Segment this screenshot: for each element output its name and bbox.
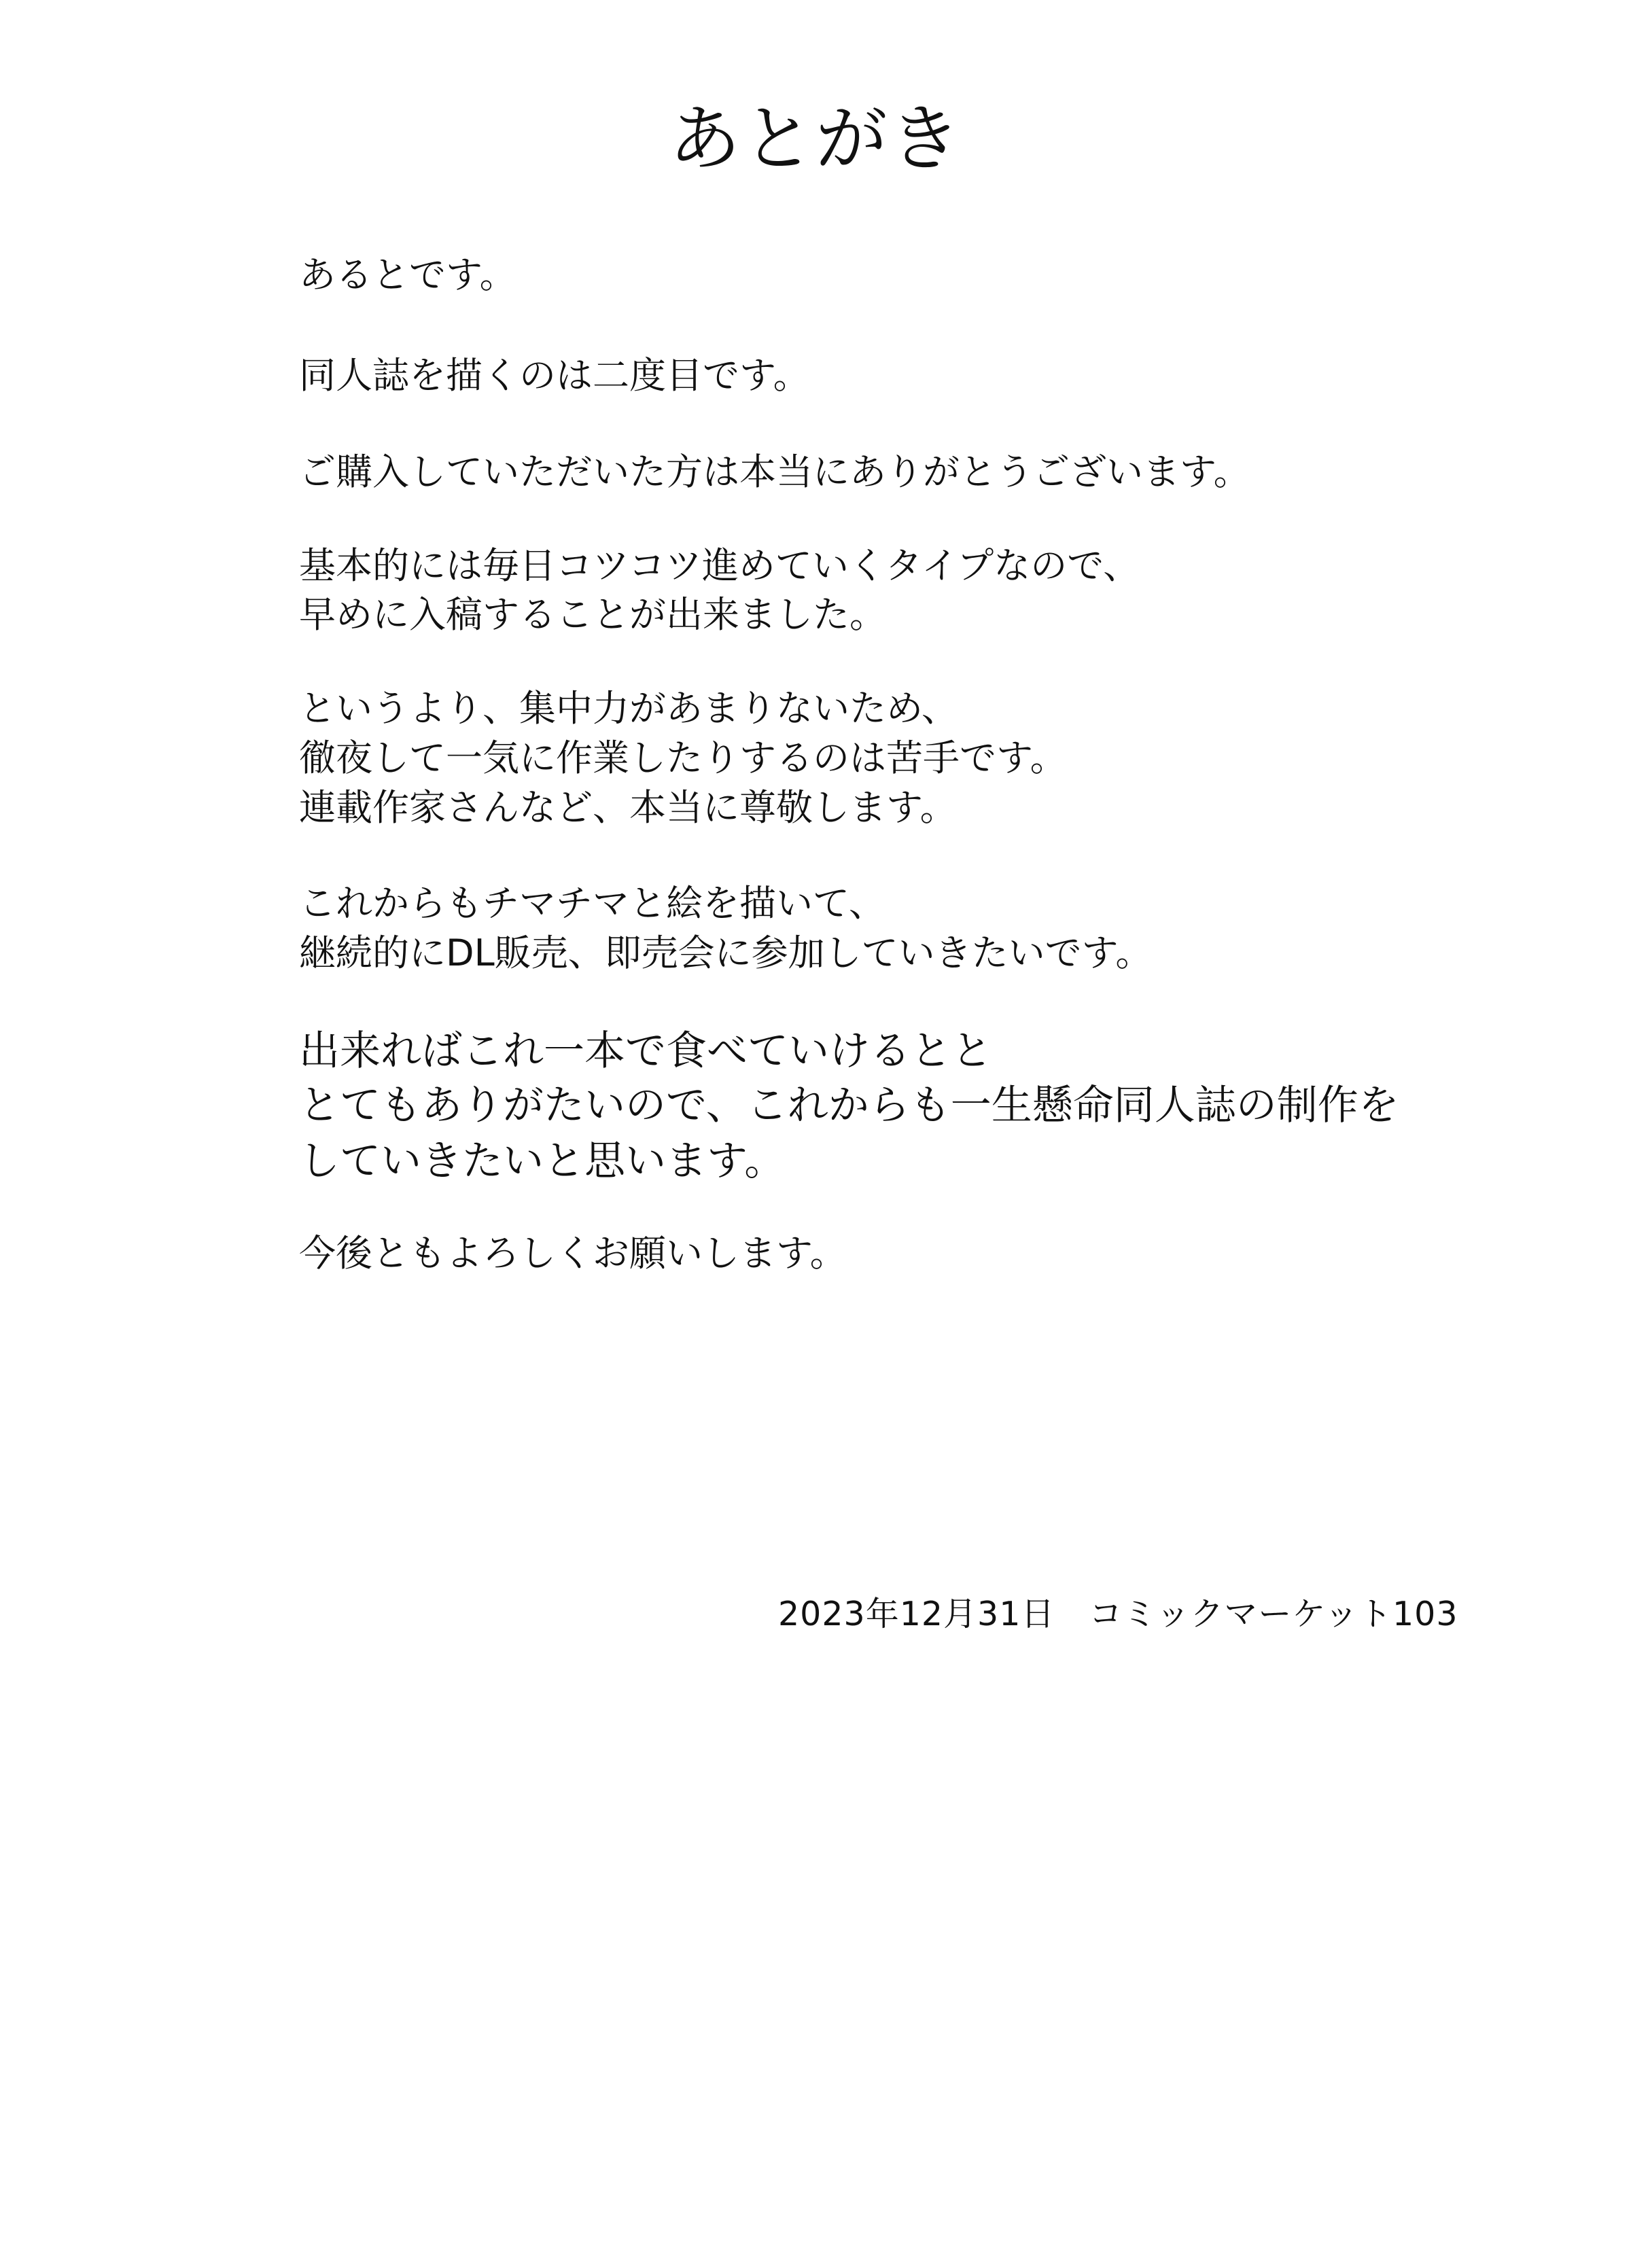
paragraph-7-line-3: していきたいと思います。 (299, 1137, 786, 1185)
paragraph-5-line-2: 徹夜して一気に作業したりするのは苦手です。 (299, 737, 1067, 779)
paragraph-6-line-1: これからもチマチマと絵を描いて、 (299, 882, 885, 925)
paragraph-8-line-1: 今後ともよろしくお願いします。 (299, 1232, 847, 1275)
paragraph-7-line-2: とてもありがたいので、これからも一生懸命同人誌の制作を (299, 1082, 1399, 1129)
paragraph-2-line-1: 同人誌を描くのは二度目です。 (299, 354, 810, 397)
page-title: あとがき (669, 97, 962, 181)
paragraph-4-line-1: 基本的には毎日コツコツ進めていくタイプなので、 (299, 544, 1140, 587)
paragraph-3-line-1: ご購入していただいた方は本当にありがとうございます。 (299, 450, 1250, 493)
paragraph-5-line-1: というより、集中力があまりないため、 (299, 687, 958, 730)
date-signature: 2023年12月31日 コミックマーケット103 (778, 1595, 1458, 1633)
paragraph-5-line-3: 連載作家さんなど、本当に尊敬します。 (299, 786, 957, 829)
paragraph-1-line-1: あるとです。 (299, 253, 516, 296)
paragraph-4-line-2: 早めに入稿することが出来ました。 (299, 593, 886, 636)
paragraph-6-line-2: 継続的にDL販売、即売会に参加していきたいです。 (299, 932, 1153, 974)
paragraph-7-line-1: 出来ればこれ一本で食べていけるとと (299, 1027, 992, 1075)
